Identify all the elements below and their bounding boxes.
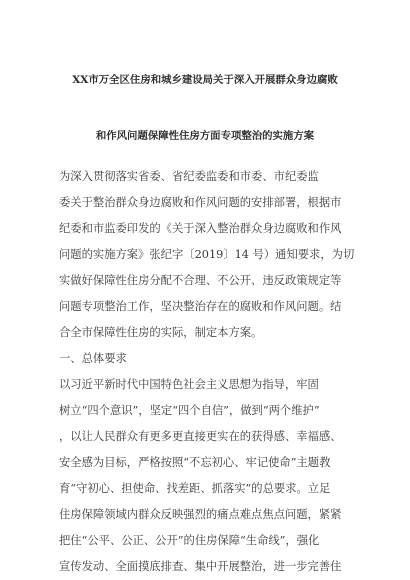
body-line-12: 安全感为目标，严格按照“不忘初心、牢记使命”主题教 <box>59 456 331 469</box>
body-line-15: 把住“公平、公正、公开”的住房保障“生命线”，强化 <box>59 534 320 547</box>
body-line-7: 合全市保障性住房的实际，制定本方案。 <box>59 326 263 339</box>
body-line-5: 实做好保障性住房分配不合理、不公开、违反政策规定等 <box>59 274 342 287</box>
body-line-6: 问题专项整治工作，坚决整治存在的腐败和作风问题。结 <box>59 300 342 313</box>
body-line-9: 以习近平新时代中国特色社会主义思想为指导，牢固 <box>59 378 319 391</box>
body-line-1: 为深入贯彻落实省委、省纪委监委和市委、市纪委监 <box>59 170 319 183</box>
document-title-line-2: 和作风问题保障性住房方面专项整治的实施方案 <box>95 130 315 142</box>
body-line-4: 问题的实施方案》张纪字〔2019〕14 号）通知要求，为切 <box>59 248 355 261</box>
document-title-line-1: XX市万全区住房和城乡建设局关于深入开展群众身边腐败 <box>72 74 338 86</box>
body-line-2: 委关于整治群众身边腐败和作风问题的安排部署，根据市 <box>59 196 342 209</box>
body-line-16: 宣传发动、全面摸底排查、集中开展整治，进一步完善住 <box>59 560 342 573</box>
body-line-14: 住房保障领域内群众反映强烈的痛点难点焦点问题，紧紧 <box>59 508 342 521</box>
body-line-13: 育“守初心、担使命、找差距、抓落实”的总要求。立足 <box>59 482 331 495</box>
body-line-3: 纪委和市监委印发的《关于深入整治群众身边腐败和作风 <box>59 222 342 235</box>
body-line-10: 树立“四个意识”，坚定“四个自信”，做到“两个维护” <box>59 404 320 417</box>
body-line-11: ，以让人民群众有更多更直接更实在的获得感、幸福感、 <box>59 430 342 443</box>
section-heading-1: 一、总体要求 <box>59 352 127 365</box>
